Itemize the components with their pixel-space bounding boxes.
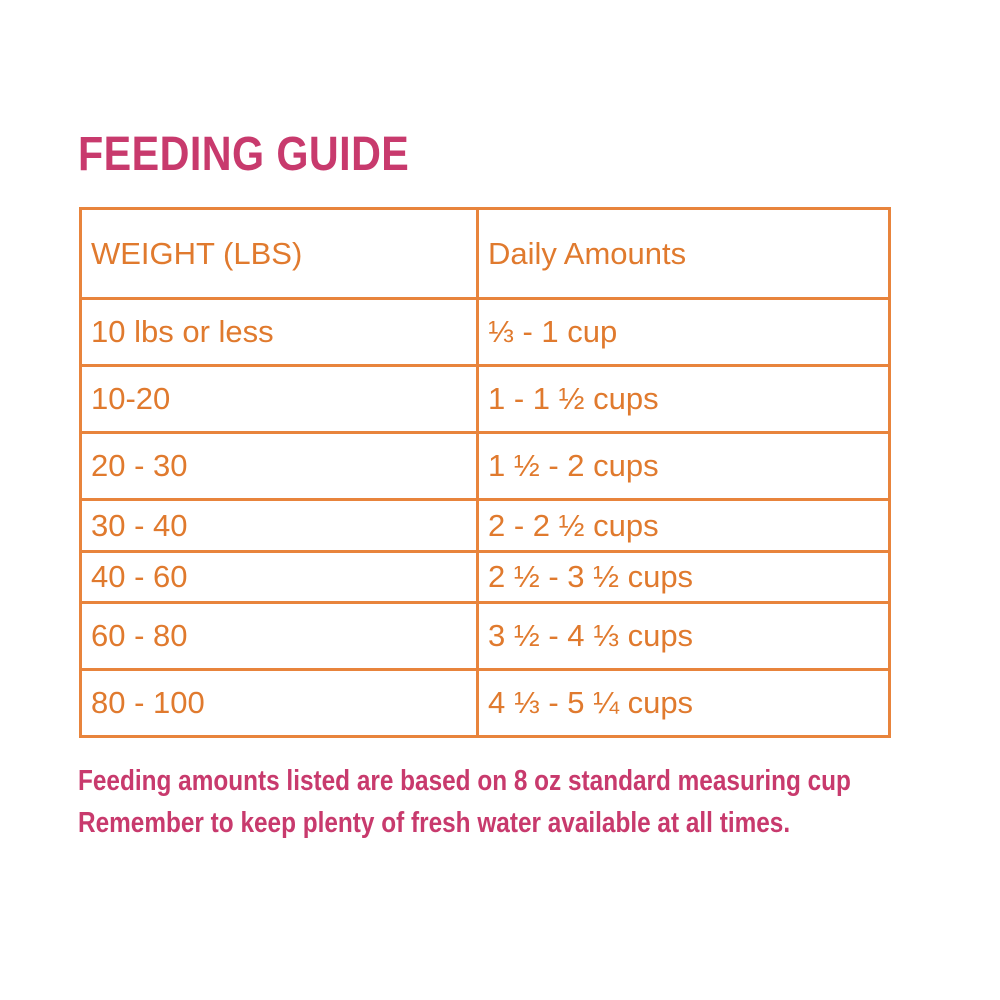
amount-cell: 1 - 1 ½ cups: [478, 366, 890, 433]
feeding-guide-table: [79, 207, 891, 738]
page-title: FEEDING GUIDE: [78, 128, 410, 181]
weight-cell: 20 - 30: [81, 433, 478, 500]
amount-cell: 4 ⅓ - 5 ¼ cups: [478, 670, 890, 737]
header-daily-amounts: Daily Amounts: [478, 209, 890, 299]
header-weight: WEIGHT (LBS): [81, 209, 478, 299]
table-header-row: [81, 209, 890, 299]
weight-cell: 60 - 80: [81, 603, 478, 670]
fresh-water-note: Remember to keep plenty of fresh water available at all times.: [78, 807, 791, 839]
table-row: [81, 299, 890, 366]
weight-cell: 40 - 60: [81, 552, 478, 603]
table-row: [81, 670, 890, 737]
table-row: [81, 552, 890, 603]
weight-cell: 10 lbs or less: [81, 299, 478, 366]
table-row: [81, 603, 890, 670]
weight-cell: 10-20: [81, 366, 478, 433]
weight-cell: 30 - 40: [81, 500, 478, 552]
table-row: [81, 433, 890, 500]
table-row: [81, 366, 890, 433]
amount-cell: 2 ½ - 3 ½ cups: [478, 552, 890, 603]
weight-cell: 80 - 100: [81, 670, 478, 737]
amount-cell: 3 ½ - 4 ⅓ cups: [478, 603, 890, 670]
amount-cell: ⅓ - 1 cup: [478, 299, 890, 366]
amount-cell: 1 ½ - 2 cups: [478, 433, 890, 500]
table-row: [81, 500, 890, 552]
amount-cell: 2 - 2 ½ cups: [478, 500, 890, 552]
measuring-cup-note: Feeding amounts listed are based on 8 oz standard measuring cup: [78, 765, 851, 797]
